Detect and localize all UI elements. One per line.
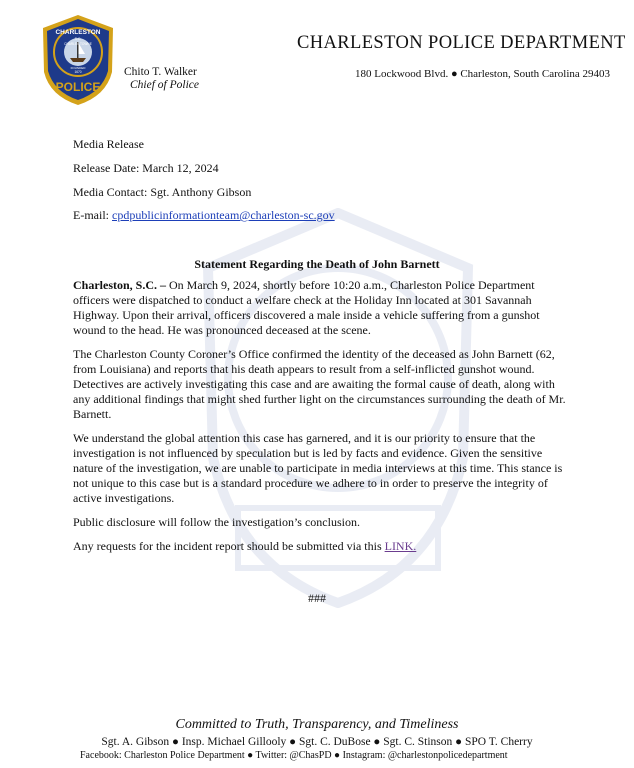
email-line	[73, 208, 335, 223]
badge-sub-text: CHARLES TOWNE	[64, 42, 92, 46]
paragraph-4: Public disclosure will follow the investigation’s conclusion.	[73, 515, 360, 529]
email-label: E-mail:	[73, 208, 112, 222]
department-name: CHARLESTON POLICE DEPARTMENT	[297, 33, 626, 53]
media-contact: Media Contact: Sgt. Anthony Gibson	[73, 185, 252, 199]
footer-staff: Sgt. A. Gibson ● Insp. Michael Gillooly ● Sgt. C. DuBose ● Sgt. C. Stinson ● SPO T. Cherry	[101, 736, 533, 748]
paragraph-5	[73, 539, 573, 554]
dateline: Charleston, S.C. –	[73, 278, 167, 292]
department-address: 180 Lockwood Blvd. ● Charleston, South Carolina 29403	[355, 68, 611, 80]
statement-title: Statement Regarding the Death of John Barnett	[194, 257, 440, 271]
paragraph-2: The Charleston County Coroner’s Office confirmed the identity of the deceased as John Barnett (62, from Louisiana) and reports that his death appears to result from a self-inflicted gunshot wound. Detectives are actively investigating this case and are awaiting the formal cause of death, along with any additional findings that might shed further light on the circumstances surrounding the death of Mr. Barnett.	[73, 347, 566, 421]
incident-report-link[interactable]: LINK.	[384, 539, 417, 553]
statement-body	[73, 278, 573, 563]
badge-top-text: CHARLESTON	[55, 29, 101, 36]
badge-founded-text: FOUNDED	[70, 66, 86, 70]
paragraph-3: We understand the global attention this case has garnered, and it is our priority to ensure that the investigation is not influenced by speculation but is led by facts and evidence. Given the sensitive nature of the investigation, we are unable to participate in media interviews at this time. This stance is not unique to this case but is a standard procedure we adhere to in order to preserve the integrity of active investigations.	[73, 431, 563, 505]
paragraph-5-text: Any requests for the incident report should be submitted via this	[73, 539, 385, 553]
badge-sc-text: S.C.	[74, 37, 82, 41]
chief-title: Chief of Police	[130, 79, 199, 91]
police-badge-logo	[40, 14, 116, 106]
footer-motto: Committed to Truth, Transparency, and Timeliness	[175, 717, 459, 732]
paragraph-1	[73, 278, 573, 338]
paragraph-1-text: On March 9, 2024, shortly before 10:20 a.m., Charleston Police Department officers were dispatched to conduct a welfare check at the Holiday Inn located at 301 Savannah Highway. Upon their arrival, officers discovered a male inside a vehicle suffering from a gunshot wound to the head. He was pronounced deceased at the scene.	[73, 278, 540, 337]
media-release-label: Media Release	[73, 137, 144, 151]
email-link[interactable]: cpdpublicinformationteam@charleston-sc.gov	[112, 208, 335, 222]
chief-name: Chito T. Walker	[124, 66, 197, 78]
badge-police-text: POLICE	[55, 80, 101, 94]
badge-year-text: 1670	[74, 70, 82, 74]
release-date: Release Date: March 12, 2024	[73, 161, 219, 175]
footer-social: Facebook: Charleston Police Department ● Twitter: @ChasPD ● Instagram: @charlestonpolicedepartment	[80, 750, 508, 761]
end-mark: ###	[308, 591, 326, 605]
